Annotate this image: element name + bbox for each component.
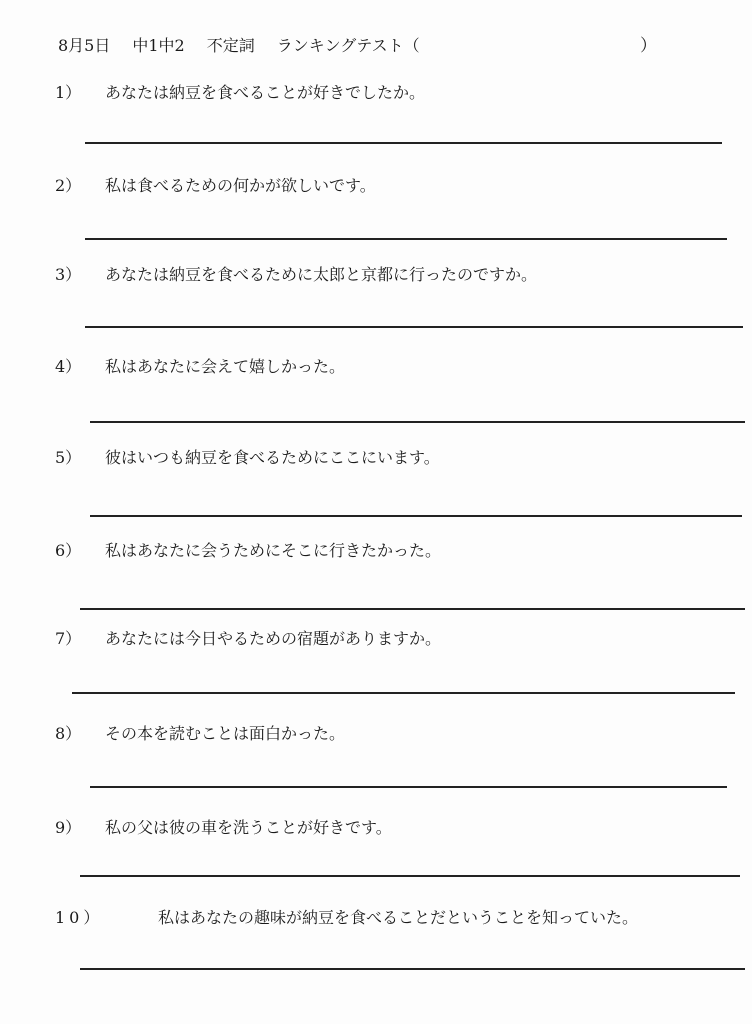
question-number: 7） — [55, 629, 82, 648]
question-8 — [55, 721, 345, 744]
answer-line-1 — [85, 142, 722, 144]
answer-line-8 — [90, 786, 727, 788]
question-text: 私はあなたに会えて嬉しかった。 — [105, 357, 346, 376]
question-9 — [55, 815, 392, 838]
answer-line-10 — [80, 968, 745, 970]
question-text: 私はあなたの趣味が納豆を食べることだということを知っていた。 — [158, 908, 639, 927]
question-number: 1） — [55, 83, 82, 102]
question-10 — [55, 905, 638, 928]
answer-line-3 — [85, 326, 743, 328]
answer-line-5 — [90, 515, 742, 517]
question-number: 10） — [55, 908, 104, 927]
answer-line-2 — [85, 238, 727, 240]
question-text: 私は食べるための何かが欲しいです。 — [105, 176, 376, 195]
question-4 — [55, 354, 345, 377]
question-number: 3） — [55, 265, 82, 284]
header-grade: 中1中2 — [132, 36, 185, 55]
question-number: 2） — [55, 176, 82, 195]
question-number: 5） — [55, 448, 82, 467]
worksheet-header — [58, 33, 442, 56]
question-1 — [55, 80, 425, 103]
answer-line-6 — [80, 608, 745, 610]
question-3 — [55, 262, 537, 285]
question-number: 8） — [55, 724, 82, 743]
question-text: あなたは納豆を食べることが好きでしたか。 — [105, 83, 426, 102]
question-text: 私の父は彼の車を洗うことが好きです。 — [105, 818, 392, 837]
question-text: 私はあなたに会うためにそこに行きたかった。 — [105, 541, 442, 560]
name-field-close-paren: ） — [640, 36, 657, 56]
question-5 — [55, 445, 440, 468]
header-date: 8月5日 — [58, 36, 111, 55]
question-number: 6） — [55, 541, 82, 560]
question-7 — [55, 626, 441, 649]
answer-line-7 — [72, 692, 735, 694]
question-text: あなたには今日やるための宿題がありますか。 — [105, 629, 442, 648]
question-number: 4） — [55, 357, 82, 376]
question-text: その本を読むことは面白かった。 — [105, 724, 346, 743]
answer-line-9 — [80, 875, 740, 877]
answer-line-4 — [90, 421, 745, 423]
header-title: ランキングテスト（ — [276, 36, 420, 55]
question-text: あなたは納豆を食べるために太郎と京都に行ったのですか。 — [105, 265, 538, 284]
question-text: 彼はいつも納豆を食べるためにここにいます。 — [105, 448, 440, 467]
header-topic: 不定詞 — [206, 36, 255, 55]
question-number: 9） — [55, 818, 82, 837]
question-6 — [55, 538, 441, 561]
question-2 — [55, 173, 376, 196]
